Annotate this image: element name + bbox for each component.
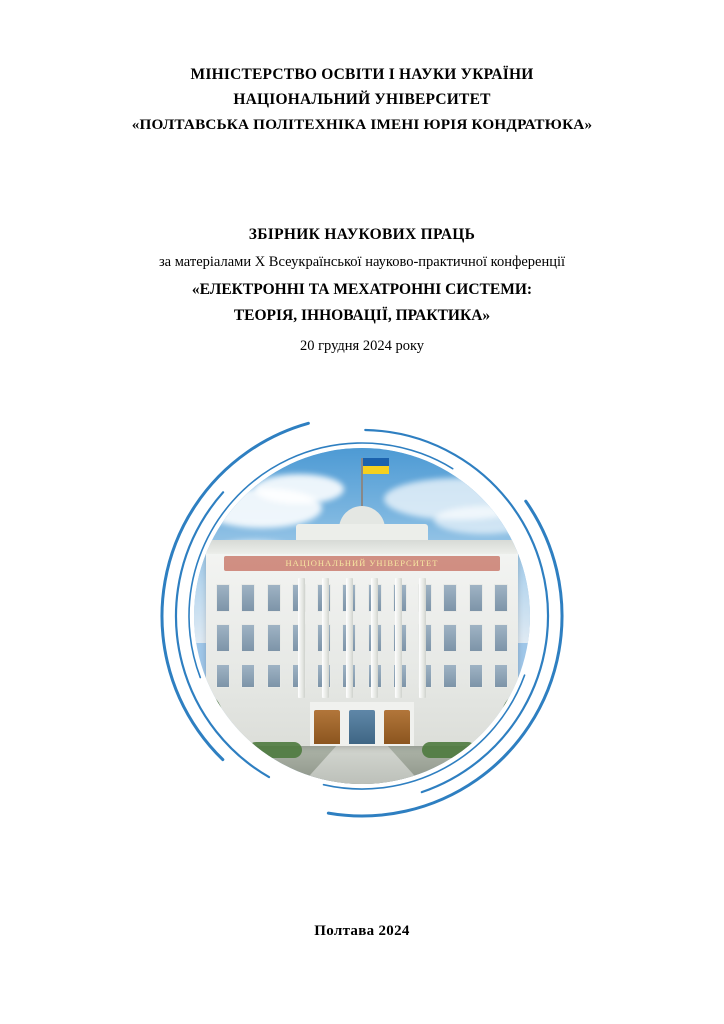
- footer-city-year: Полтава 2024: [314, 923, 410, 939]
- window: [494, 624, 508, 652]
- window: [216, 624, 230, 652]
- window: [443, 584, 457, 612]
- window: [469, 624, 483, 652]
- shrub: [422, 742, 476, 758]
- column: [322, 578, 329, 698]
- column: [371, 578, 378, 698]
- window: [494, 584, 508, 612]
- conference-name-line-2: ТЕОРІЯ, ІННОВАЦІЇ, ПРАКТИКА»: [233, 307, 491, 324]
- cloud: [254, 474, 344, 504]
- door: [314, 710, 340, 744]
- window: [494, 664, 508, 688]
- column: [419, 578, 426, 698]
- conference-block: [60, 223, 664, 358]
- window: [241, 664, 255, 688]
- emblem: [152, 406, 572, 826]
- conference-subtitle: за матеріалами X Всеукраїнської науково-практичної конференції: [158, 254, 566, 270]
- door: [349, 710, 375, 744]
- entrance: [310, 702, 414, 746]
- conference-name-line-1: «ЕЛЕКТРОННІ ТА МЕХАТРОННІ СИСТЕМИ:: [191, 281, 533, 298]
- window: [443, 624, 457, 652]
- conference-date: 20 грудня 2024 року: [299, 338, 425, 354]
- window: [216, 664, 230, 688]
- window: [443, 664, 457, 688]
- door: [384, 710, 410, 744]
- main-building: [206, 550, 518, 746]
- window: [469, 664, 483, 688]
- ministry-name: МІНІСТЕРСТВО ОСВІТИ І НАУКИ УКРАЇНИ: [190, 66, 534, 83]
- window: [469, 584, 483, 612]
- building-sign: НАЦІОНАЛЬНИЙ УНІВЕРСИТЕТ: [224, 556, 500, 571]
- column: [346, 578, 353, 698]
- university-line-2: «ПОЛТАВСЬКА ПОЛІТЕХНІКА ІМЕНІ ЮРІЯ КОНДРАТЮКА»: [131, 116, 593, 133]
- university-line-1: НАЦІОНАЛЬНИЙ УНІВЕРСИТЕТ: [233, 91, 491, 108]
- window: [216, 584, 230, 612]
- tree: [500, 694, 530, 754]
- roof: [206, 540, 518, 554]
- ukrainian-flag-icon: [363, 458, 389, 474]
- window: [241, 584, 255, 612]
- cloud: [434, 506, 530, 534]
- window: [267, 584, 281, 612]
- window: [267, 624, 281, 652]
- window: [241, 624, 255, 652]
- collection-title: ЗБІРНИК НАУКОВИХ ПРАЦЬ: [248, 226, 476, 243]
- column: [298, 578, 305, 698]
- shrub: [248, 742, 302, 758]
- columns: [298, 578, 426, 698]
- ministry-header: [60, 62, 664, 137]
- column: [395, 578, 402, 698]
- university-building-photo: [194, 448, 530, 784]
- window: [267, 664, 281, 688]
